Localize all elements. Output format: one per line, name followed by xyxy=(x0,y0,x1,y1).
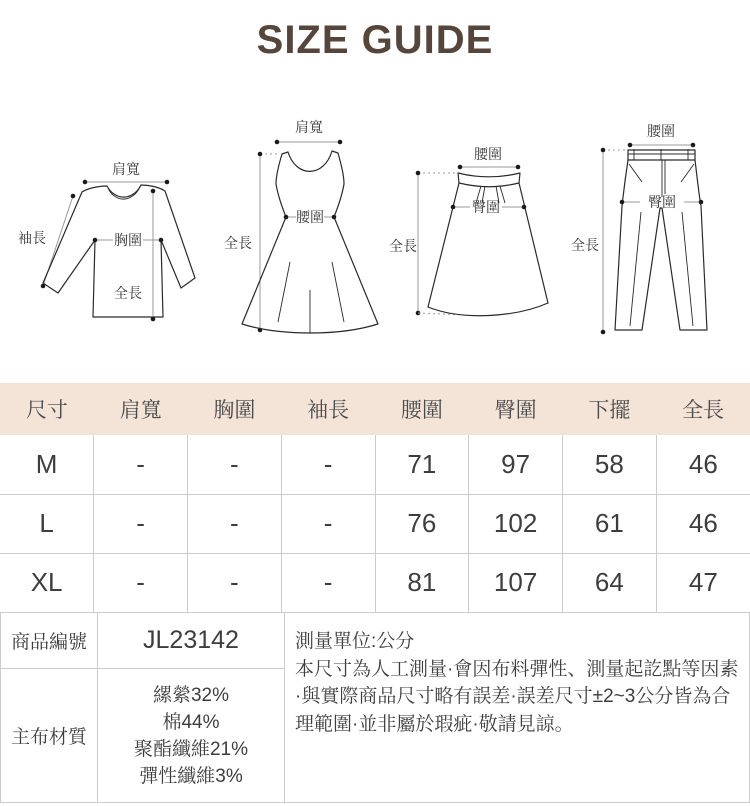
label-total-length: 全長 xyxy=(224,235,252,251)
label-total-length: 全長 xyxy=(389,238,417,254)
product-code-label: 商品編號 xyxy=(1,613,98,668)
material-label: 主布材質 xyxy=(1,669,98,802)
size-label: M xyxy=(0,435,94,494)
garment-pants-diagram xyxy=(568,120,748,338)
size-label: XL xyxy=(0,553,94,612)
size-cell: 64 xyxy=(563,553,657,612)
table-row-m xyxy=(0,435,750,494)
material-line: 棉44% xyxy=(162,711,220,733)
label-total-length: 全長 xyxy=(571,237,599,253)
product-code-value: JL23142 xyxy=(143,626,239,654)
header-cell-hip: 臀圍 xyxy=(469,383,563,435)
material-value xyxy=(98,669,284,802)
product-code-row xyxy=(1,613,284,669)
header-cell-bust: 胸圍 xyxy=(188,383,282,435)
label-total-length: 全長 xyxy=(114,285,142,301)
header-cell-sleeve: 袖長 xyxy=(281,383,375,435)
size-table xyxy=(0,383,750,612)
header-cell-length: 全長 xyxy=(656,383,750,435)
product-info-table xyxy=(1,613,285,802)
size-cell: 107 xyxy=(469,553,563,612)
garment-top-diagram xyxy=(18,156,208,328)
size-cell: 47 xyxy=(688,567,718,598)
label-waist: 腰圍 xyxy=(474,146,502,162)
measurement-disclaimer: 本尺寸為人工測量·會因布料彈性、測量起訖點等因素·與實際商品尺寸略有誤差·誤差尺寸±2~3公分皆為合理範圍·並非屬於瑕疵·敬請見諒。 xyxy=(295,658,739,735)
size-cell: - xyxy=(94,553,188,612)
size-cell: - xyxy=(188,553,282,612)
label-sleeve-length: 袖長 xyxy=(18,230,46,246)
size-cell: 81 xyxy=(375,553,469,612)
label-hip: 臀圍 xyxy=(648,194,676,210)
size-cell: 71 xyxy=(375,435,469,494)
material-line: 縲縈32% xyxy=(152,684,230,706)
garment-dress-diagram xyxy=(220,112,400,340)
size-cell: - xyxy=(281,553,375,612)
size-cell: 97 xyxy=(469,435,563,494)
measurement-unit-line: 測量單位:公分 xyxy=(295,631,415,652)
size-label: L xyxy=(0,494,94,553)
size-cell: - xyxy=(188,435,282,494)
size-cell: 46 xyxy=(656,494,750,553)
label-shoulder-width: 肩寬 xyxy=(112,161,140,177)
material-line: 聚酯纖維21% xyxy=(133,738,249,760)
size-cell: 61 xyxy=(563,494,657,553)
header-cell-size: 尺寸 xyxy=(0,383,94,435)
label-waist: 腰圍 xyxy=(296,209,324,225)
header-cell-shoulder: 肩寬 xyxy=(94,383,188,435)
size-cell: - xyxy=(281,435,375,494)
label-waist: 腰圍 xyxy=(647,123,675,139)
size-cell: - xyxy=(94,494,188,553)
label-hip: 臀圍 xyxy=(472,199,500,215)
garment-skirt-diagram xyxy=(388,145,560,323)
label-bust: 胸圍 xyxy=(114,232,142,248)
measurement-note xyxy=(285,613,749,802)
garment-diagrams xyxy=(0,80,750,383)
size-cell: 102 xyxy=(469,494,563,553)
header-cell-hem: 下擺 xyxy=(563,383,657,435)
size-cell: 46 xyxy=(656,435,750,494)
material-row xyxy=(1,669,284,802)
page-title: SIZE GUIDE xyxy=(256,17,494,62)
size-cell: 76 xyxy=(375,494,469,553)
material-line: 彈性纖維3% xyxy=(139,765,243,787)
header-cell-waist: 腰圍 xyxy=(375,383,469,435)
table-row-l xyxy=(0,494,750,553)
size-cell: - xyxy=(281,494,375,553)
size-cell: 58 xyxy=(563,435,657,494)
table-row-xl xyxy=(0,553,750,612)
size-table-header-row xyxy=(0,383,750,435)
size-cell: - xyxy=(188,494,282,553)
title-bar xyxy=(0,0,750,80)
product-info-section xyxy=(0,612,750,803)
label-shoulder-width: 肩寬 xyxy=(295,119,323,135)
size-cell: - xyxy=(94,435,188,494)
